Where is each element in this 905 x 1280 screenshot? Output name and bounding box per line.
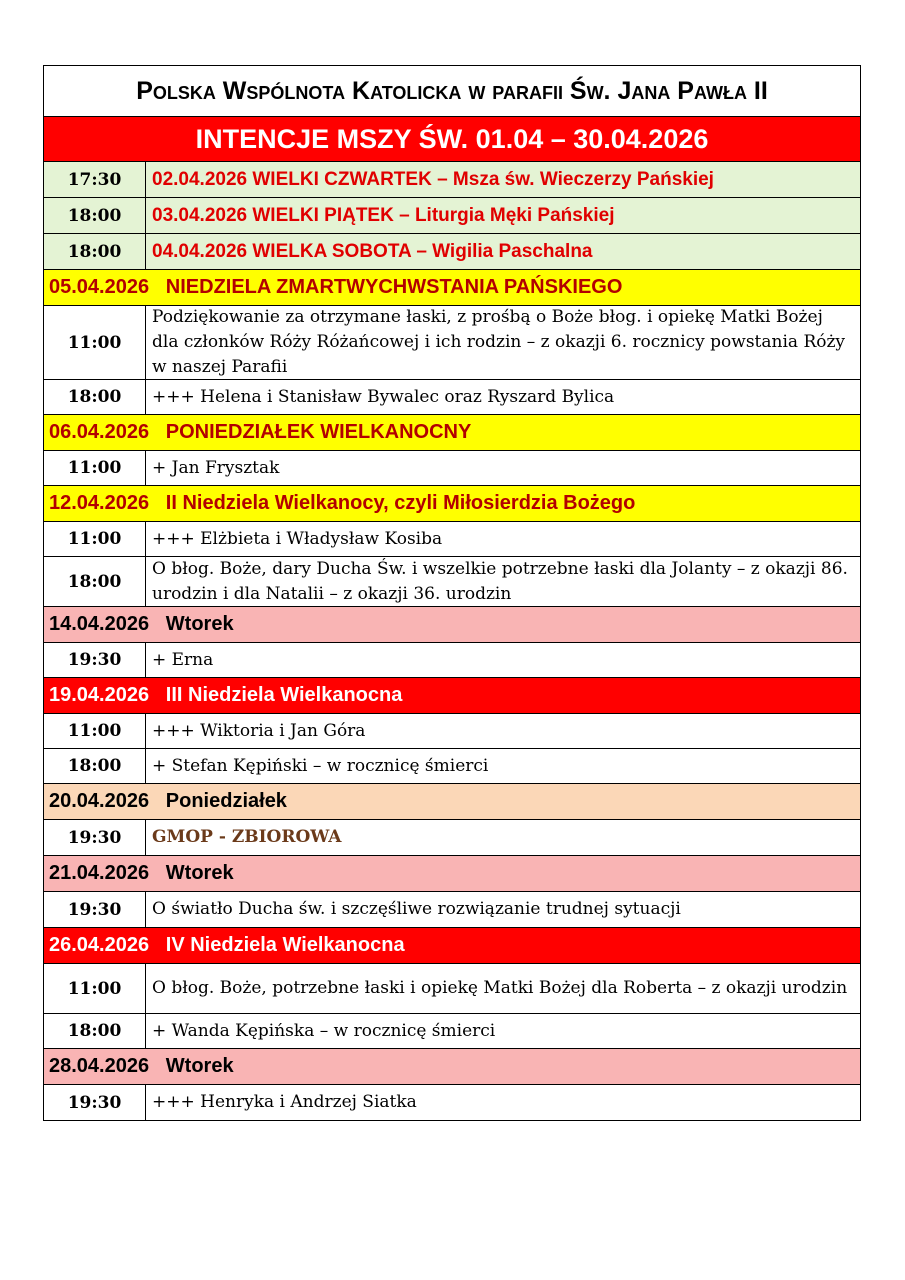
mass-intention: +++ Helena i Stanisław Bywalec oraz Ryszard Bylica	[152, 386, 615, 407]
mass-time: 19:30	[44, 1085, 146, 1120]
spacer	[149, 613, 166, 636]
mass-row	[44, 964, 860, 1014]
day-name: Wtorek	[165, 1055, 234, 1077]
mass-row	[44, 451, 860, 486]
spacer	[149, 862, 166, 885]
mass-time: 18:00	[44, 380, 146, 414]
mass-row	[44, 820, 860, 856]
mass-intention: 02.04.2026 WIELKI CZWARTEK – Msza św. Wieczerzy Pańskiej	[146, 162, 860, 197]
day-date: 12.04.2026	[49, 492, 150, 514]
day-date: 20.04.2026	[49, 790, 150, 812]
mass-row	[44, 714, 860, 749]
mass-intention: 03.04.2026 WIELKI PIĄTEK – Liturgia Męki Pańskiej	[146, 198, 860, 233]
mass-row	[44, 162, 860, 198]
day-header	[44, 928, 860, 964]
mass-time: 18:00	[44, 234, 146, 269]
mass-time: 18:00	[44, 557, 146, 606]
mass-time: 11:00	[44, 714, 146, 748]
mass-intention: O błog. Boże, dary Ducha Św. i wszelkie potrzebne łaski dla Jolanty – z okazji 86. urodzin i dla Natalii – z okazji 36. urodzin	[152, 558, 848, 604]
parish-title: Polska Wspólnota Katolicka w parafii Św. Jana Pawła II	[44, 66, 860, 117]
day-header	[44, 784, 860, 820]
mass-intention: + Wanda Kępińska – w rocznicę śmierci	[152, 1020, 496, 1041]
intentions-banner: INTENCJE MSZY ŚW. 01.04 – 30.04.2026	[44, 117, 860, 162]
mass-row	[44, 306, 860, 380]
spacer	[149, 934, 166, 957]
mass-row	[44, 198, 860, 234]
mass-intention: + Stefan Kępiński – w rocznicę śmierci	[152, 755, 489, 776]
schedule-rows	[44, 162, 860, 1120]
mass-row	[44, 234, 860, 270]
day-date: 19.04.2026	[49, 684, 150, 706]
mass-intention: Podziękowanie za otrzymane łaski, z prośbą o Boże błog. i opiekę Matki Bożej dla członków Róży Różańcowej i ich rodzin – z okazji 6. rocznicy powstania Róży w naszej Parafii	[152, 307, 846, 377]
mass-time: 11:00	[44, 451, 146, 485]
mass-time: 11:00	[44, 964, 146, 1013]
mass-intention: + Erna	[152, 649, 214, 670]
mass-time: 17:30	[44, 162, 146, 197]
spacer	[149, 1055, 166, 1078]
day-date: 26.04.2026	[49, 934, 150, 956]
mass-intention: O błog. Boże, potrzebne łaski i opiekę Matki Bożej dla Roberta – z okazji urodzin	[152, 978, 848, 998]
spacer	[149, 492, 166, 515]
mass-intention: 04.04.2026 WIELKA SOBOTA – Wigilia Paschalna	[146, 234, 860, 269]
day-date: 14.04.2026	[49, 613, 150, 635]
mass-row	[44, 380, 860, 415]
mass-time: 19:30	[44, 820, 146, 855]
mass-time: 18:00	[44, 198, 146, 233]
day-name: NIEDZIELA ZMARTWYCHWSTANIA PAŃSKIEGO	[165, 276, 623, 298]
mass-intention: + Jan Frysztak	[152, 457, 280, 478]
day-date: 28.04.2026	[49, 1055, 150, 1077]
mass-time: 11:00	[44, 522, 146, 556]
intentions-sheet	[43, 65, 861, 1121]
day-header	[44, 856, 860, 892]
mass-intention: GMOP - ZBIOROWA	[152, 827, 342, 847]
mass-time: 18:00	[44, 1014, 146, 1048]
mass-time: 18:00	[44, 749, 146, 783]
day-header	[44, 486, 860, 522]
day-name: PONIEDZIAŁEK WIELKANOCNY	[165, 421, 472, 443]
day-header	[44, 678, 860, 714]
spacer	[149, 684, 166, 707]
day-name: II Niedziela Wielkanocy, czyli Miłosierdzia Bożego	[165, 492, 636, 514]
mass-time: 19:30	[44, 643, 146, 677]
day-name: Wtorek	[165, 613, 234, 635]
day-header	[44, 415, 860, 451]
mass-row	[44, 557, 860, 607]
mass-row	[44, 892, 860, 928]
day-date: 21.04.2026	[49, 862, 150, 884]
spacer	[149, 421, 166, 444]
mass-intention: +++ Elżbieta i Władysław Kosiba	[152, 528, 443, 549]
mass-time: 11:00	[44, 306, 146, 379]
mass-intention: +++ Wiktoria i Jan Góra	[152, 720, 366, 741]
mass-time: 19:30	[44, 892, 146, 927]
day-date: 06.04.2026	[49, 421, 150, 443]
mass-intention: O światło Ducha św. i szczęśliwe rozwiązanie trudnej sytuacji	[152, 899, 681, 919]
mass-row	[44, 522, 860, 557]
spacer	[149, 790, 166, 813]
mass-row	[44, 1014, 860, 1049]
day-name: IV Niedziela Wielkanocna	[165, 934, 405, 956]
mass-intention: +++ Henryka i Andrzej Siatka	[152, 1092, 417, 1112]
day-name: III Niedziela Wielkanocna	[165, 684, 403, 706]
day-header	[44, 270, 860, 306]
mass-row	[44, 749, 860, 784]
day-date: 05.04.2026	[49, 276, 150, 298]
spacer	[149, 276, 166, 299]
mass-row	[44, 643, 860, 678]
day-name: Wtorek	[165, 862, 234, 884]
mass-row	[44, 1085, 860, 1120]
day-header	[44, 607, 860, 643]
day-name: Poniedziałek	[165, 790, 287, 812]
day-header	[44, 1049, 860, 1085]
